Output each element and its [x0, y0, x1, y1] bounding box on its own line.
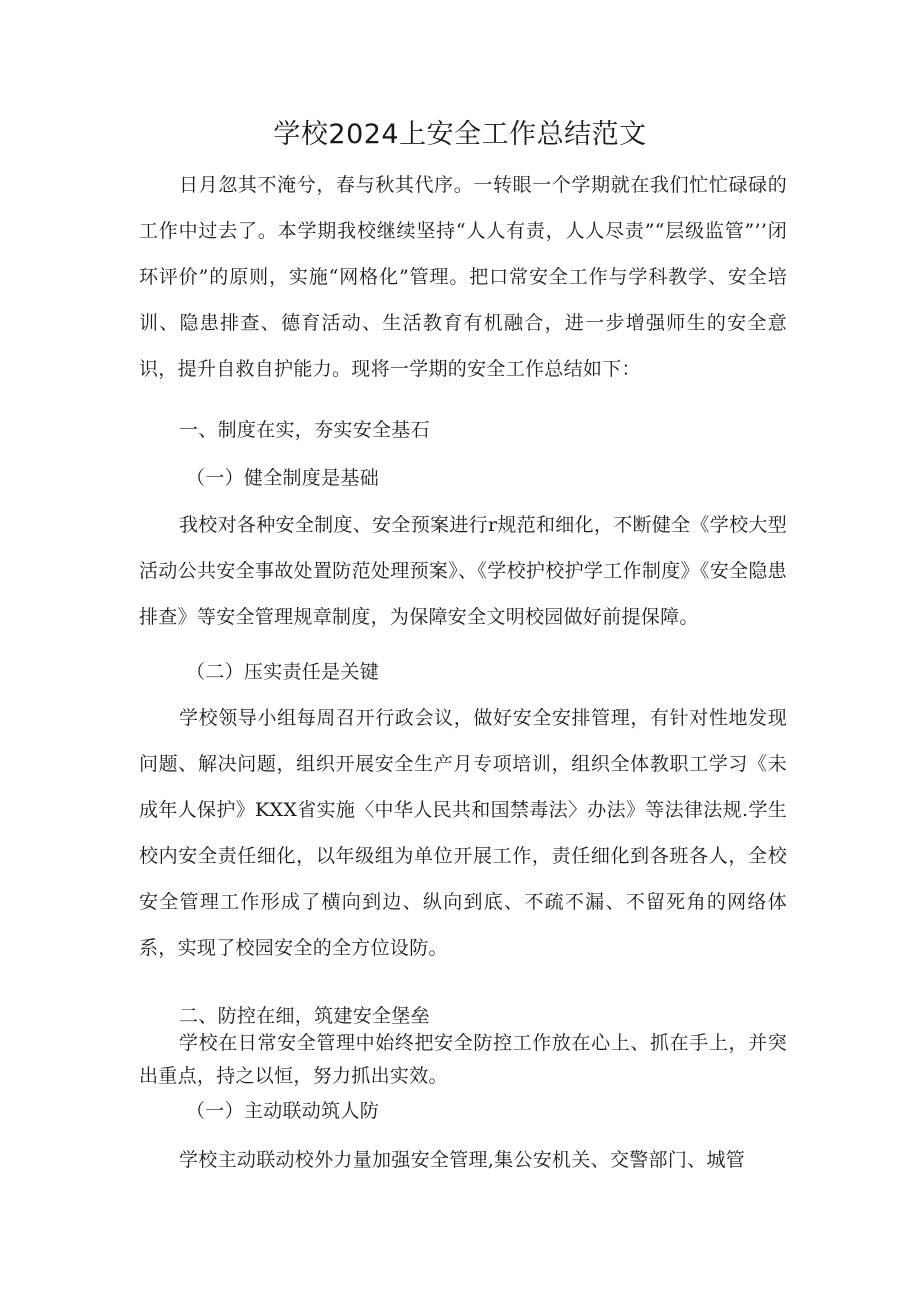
section2-sub1-paragraph: 学校主动联动校外力量加强安全管理,集公安机关、交警部门、城管 [179, 1149, 746, 1171]
section2-paragraph: 学校在日常安全管理中始终把安全防控工作放在心上、抓在手上，并突出重点，持之以恒，努力抓出实效。 [139, 1032, 787, 1087]
section1-subheading-1: （一）健全制度是基础 [186, 467, 380, 489]
section1-sub2-paragraph: 学校领导小组每周召开行政会议，做好安全安排管理，有针对性地发现问题、解决问题，组织开展安全生产月专项培训，组织全体教职工学习《未成年人保护》KXX省实施〈中华人民共和国禁毒法〉办法》等法律法规.学生校内安全责任细化，以年级组为单位开展工作，责任细化到各班各人，全校安全管理工作形成了横向到边、纵向到底、不疏不漏、不留死角的网络体系，实现了校园安全的全方位设防。 [139, 707, 787, 959]
intro-paragraph: 日月忽其不淹兮，春与秋其代序。一转眼一个学期就在我们忙忙碌碌的工作中过去了。本学期我校继续坚持“人人有责，人人尽责”“层级监管”’’闭环评价”的原则，实施“网格化”管理。把口常安全工作与学科教学、安全培训、隐患排查、德育活动、生活教育有机融合，进一步增强师生的安全意识，提升自救自护能力。现将一学期的安全工作总结如下： [139, 174, 787, 380]
section1-heading: 一、制度在实，夯实安全基石 [179, 419, 430, 441]
section1-sub1-paragraph: 我校对各种安全制度、安全预案进行r规范和细化，不断健全《学校大型活动公共安全事故处置防范处理预案》、《学校护校护学工作制度》《安全隐患排查》等安全管理规章制度，为保障安全文明校园做好前提保障。 [139, 514, 787, 628]
section2-heading: 二、防控在细，筑建安全堡垒 [179, 1005, 430, 1027]
section1-subheading-2: （二）压实责任是关键 [186, 661, 380, 683]
section2-subheading-1: （一）主动联动筑人防 [186, 1100, 380, 1122]
document-title: 学校2024上安全工作总结范文 [273, 119, 647, 150]
